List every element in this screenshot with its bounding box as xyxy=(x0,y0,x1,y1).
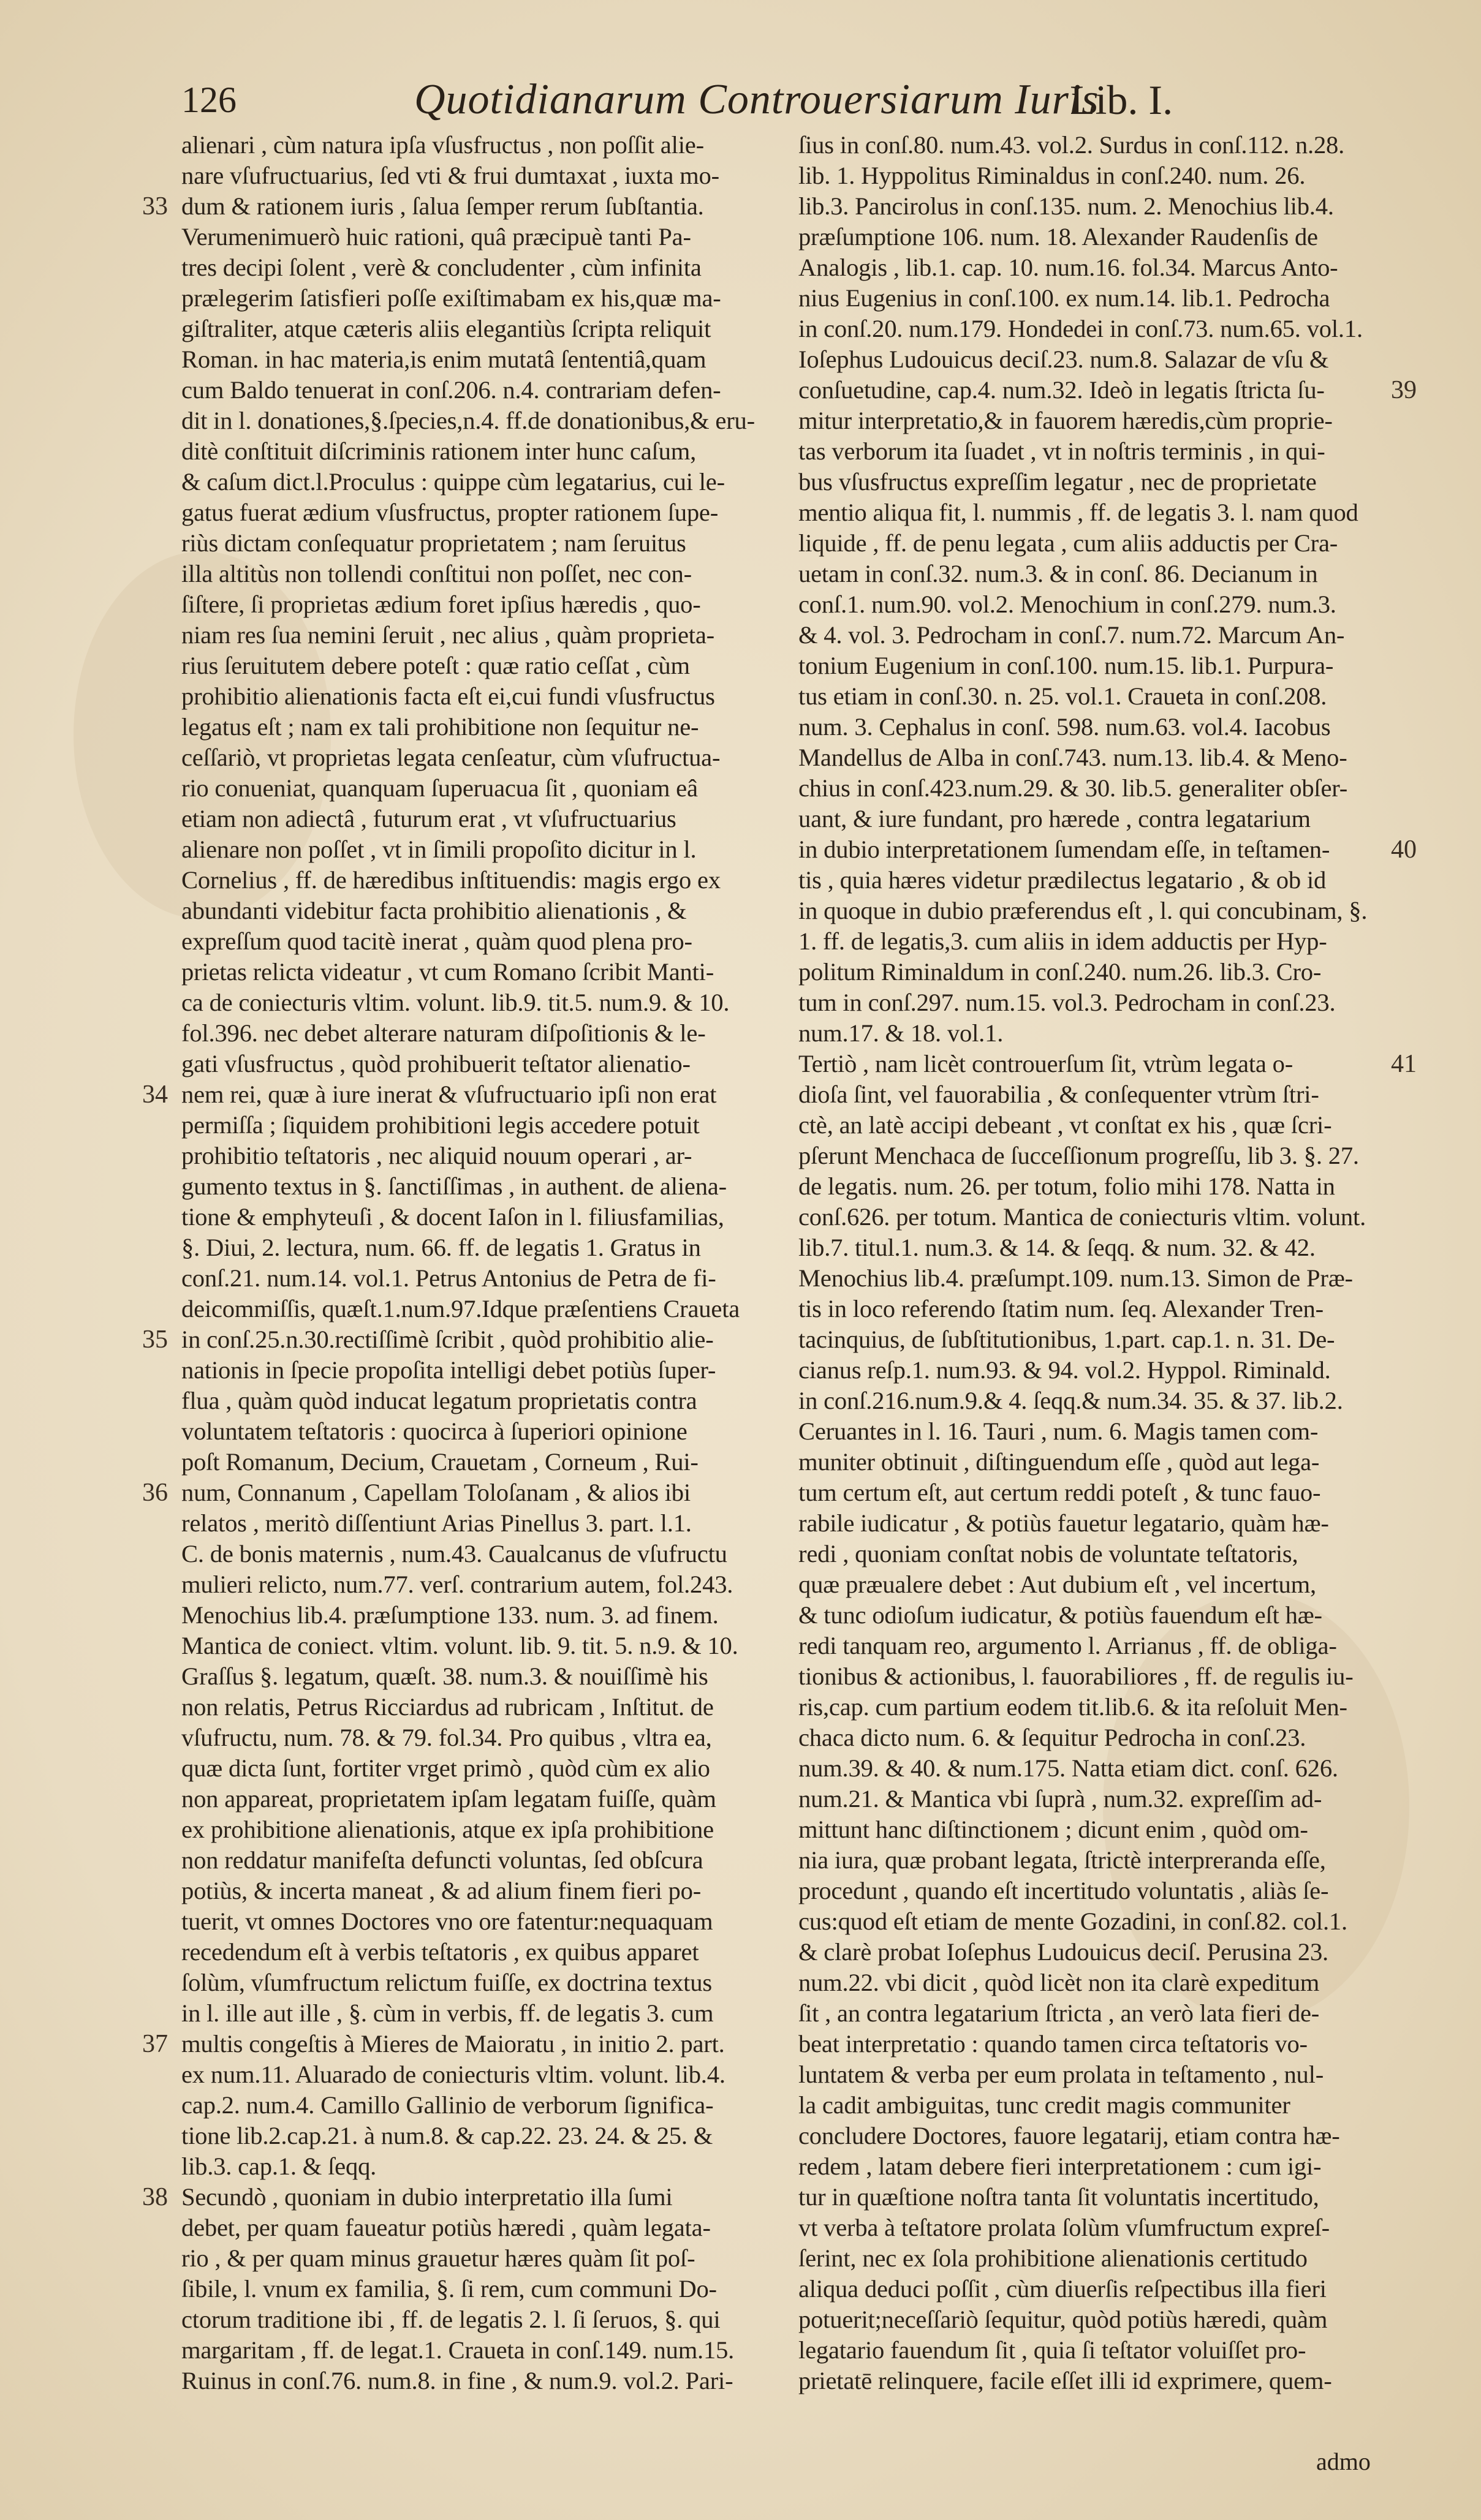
text-line: ſit , an contra legatarium ſtricta , an verò lata fieri de- xyxy=(798,1999,1320,2027)
text-line: num. 3. Cephalus in conſ. 598. num.63. vol.4. Iacobus xyxy=(798,713,1331,741)
text-line: redem , latam debere fieri interpretationem : cum igi- xyxy=(798,2152,1322,2180)
text-line: nem rei, quæ à iure inerat & vſufructuario ipſi non erat xyxy=(181,1081,717,1108)
margin-number-34: 34 xyxy=(142,1081,168,1109)
right-text-column xyxy=(798,130,1374,2396)
text-line: ca de coniecturis vltim. volunt. lib.9. tit.5. num.9. & 10. xyxy=(181,989,730,1016)
text-line: Ioſephus Ludouicus deciſ.23. num.8. Salazar de vſu & xyxy=(798,345,1329,373)
text-line: conſ.21. num.14. vol.1. Petrus Antonius de Petra de fi- xyxy=(181,1264,716,1292)
margin-number-37: 37 xyxy=(142,2030,168,2058)
text-line: tonium Eugenium in conſ.100. num.15. lib.1. Purpura- xyxy=(798,652,1334,679)
text-line: dum & rationem iuris , ſalua ſemper rerum ſubſtantia. xyxy=(181,192,704,220)
text-line: tus etiam in conſ.30. n. 25. vol.1. Craueta in conſ.208. xyxy=(798,682,1327,710)
text-line: fol.396. nec debet alterare naturam diſpoſitionis & le- xyxy=(181,1019,706,1047)
text-line: chius in conſ.423.num.29. & 30. lib.5. generaliter obſer- xyxy=(798,774,1348,802)
text-line: conſ.626. per totum. Mantica de coniecturis vltim. volunt. xyxy=(798,1203,1366,1231)
text-line: prohibitio alienationis facta eſt ei,cui fundi vſusfructus xyxy=(181,682,715,710)
text-line: abundanti videbitur facta prohibitio alienationis , & xyxy=(181,897,687,924)
text-line: potiùs, & incerta maneat , & ad alium finem fieri po- xyxy=(181,1877,702,1904)
text-line: gati vſusfructus , quòd prohibuerit teſtator alienatio- xyxy=(181,1050,691,1077)
text-line: tione & emphyteuſi , & docent Iaſon in l. filiusfamilias, xyxy=(181,1203,724,1231)
text-line: Mantica de coniect. vltim. volunt. lib. 9. tit. 5. n.9. & 10. xyxy=(181,1632,738,1659)
text-line: lib.3. Pancirolus in conſ.135. num. 2. Menochius lib.4. xyxy=(798,192,1334,220)
text-line: permiſſa ; ſiquidem prohibitioni legis accedere potuit xyxy=(181,1111,700,1139)
text-line: bus vſusfructus expreſſim legatur , nec de proprietate xyxy=(798,468,1317,496)
text-line: Graſſus §. legatum, quæſt. 38. num.3. & nouiſſimè his xyxy=(181,1662,708,1690)
text-line: Analogis , lib.1. cap. 10. num.16. fol.34. Marcus Anto- xyxy=(798,254,1338,281)
text-line: multis congeſtis à Mieres de Maioratu , in initio 2. part. xyxy=(181,2030,725,2058)
text-line: quæ dicta ſunt, fortiter vrget primò , quòd cùm ex alio xyxy=(181,1754,710,1782)
text-line: C. de bonis maternis , num.43. Caualcanus de vſufructu xyxy=(181,1540,727,1567)
text-line: tacinquius, de ſubſtitutionibus, 1.part. cap.1. n. 31. De- xyxy=(798,1326,1335,1353)
text-line: in dubio interpretationem ſumendam eſſe, in teſtamen- xyxy=(798,836,1330,863)
text-line: Cornelius , ff. de hæredibus inſtituendis: magis ergo ex xyxy=(181,866,721,894)
text-line: concludere Doctores, fauore legatarij, etiam contra hæ- xyxy=(798,2122,1340,2149)
text-line: liquide , ff. de penu legata , cum aliis adductis per Cra- xyxy=(798,529,1338,557)
text-line: etiam non adiectâ , futurum erat , vt vſufructuarius xyxy=(181,805,676,832)
text-line: nationis in ſpecie propoſita intelligi debet potiùs ſuper- xyxy=(181,1356,716,1384)
text-line: gumento textus in §. ſanctiſſimas , in authent. de aliena- xyxy=(181,1172,727,1200)
text-line: la cadit ambiguitas, tunc credit magis communiter xyxy=(798,2091,1290,2119)
text-line: rius ſeruitutem debere poteſt : quæ ratio ceſſat , cùm xyxy=(181,652,690,679)
text-line: Ruinus in conſ.76. num.8. in fine , & num.9. vol.2. Pari- xyxy=(181,2367,733,2394)
text-line: tres decipi ſolent , verè & concludenter , cùm infinita xyxy=(181,254,702,281)
text-line: rio conueniat, quanquam ſuperuacua ſit , quoniam eâ xyxy=(181,774,698,802)
text-line: ex num.11. Aluarado de coniecturis vltim. volunt. lib.4. xyxy=(181,2061,725,2088)
text-line: ſolùm, vſumfructum relictum fuiſſe, ex doctrina textus xyxy=(181,1969,712,1996)
page-header xyxy=(181,72,1223,127)
text-line: Tertiò , nam licèt controuerſum ſit, vtrùm legata o- xyxy=(798,1050,1294,1077)
left-text-column xyxy=(181,130,770,2396)
text-line: non appareat, proprietatem ipſam legatam fuiſſe, quàm xyxy=(181,1785,716,1813)
text-line: uant, & iure fundant, pro hærede , contra legatarium xyxy=(798,805,1311,832)
text-line: rabile iudicatur , & potiùs fauetur legatario, quàm hæ- xyxy=(798,1509,1329,1537)
text-line: aliqua deduci poſſit , cùm diuerſis reſpectibus illa fieri xyxy=(798,2275,1327,2303)
text-line: tuerit, vt omnes Doctores vno ore fatentur:nequaquam xyxy=(181,1907,713,1935)
text-line: debet, per quam faueatur potiùs hæredi , quàm legata- xyxy=(181,2214,711,2241)
text-line: mentio aliqua fit, l. nummis , ff. de legatis 3. l. nam quod xyxy=(798,499,1358,526)
text-line: expreſſum quod tacitè inerat , quàm quod plena pro- xyxy=(181,927,692,955)
text-line: prohibitio teſtatoris , nec aliquid nouum operari , ar- xyxy=(181,1142,692,1169)
text-line: beat interpretatio : quando tamen circa teſtatoris vo- xyxy=(798,2030,1308,2058)
text-line: alienare non poſſet , vt in ſimili propoſito dicitur in l. xyxy=(181,836,697,863)
text-line: margaritam , ff. de legat.1. Craueta in conſ.149. num.15. xyxy=(181,2336,735,2364)
text-line: muniter obtinuit , diſtinguendum eſſe , quòd aut lega- xyxy=(798,1448,1320,1476)
text-line: ſibile, l. vnum ex familia, §. ſi rem, cum communi Do- xyxy=(181,2275,717,2303)
text-line: Menochius lib.4. præſumpt.109. num.13. Simon de Præ- xyxy=(798,1264,1353,1292)
text-line: alienari , cùm natura ipſa vſusfructus , non poſſit alie- xyxy=(181,131,704,159)
text-line: tum certum eſt, aut certum reddi poteſt , & tunc fauo- xyxy=(798,1479,1321,1506)
text-line: tur in quæſtione noſtra tanta ſit voluntatis incertitudo, xyxy=(798,2183,1319,2211)
text-line: rio , & per quam minus grauetur hæres quàm ſit poſ- xyxy=(181,2244,695,2272)
text-line: in conſ.25.n.30.rectiſſimè ſcribit , quòd prohibitio alie- xyxy=(181,1326,714,1353)
text-line: flua , quàm quòd inducat legatum proprietatis contra xyxy=(181,1387,697,1414)
text-line: cum Baldo tenuerat in conſ.206. n.4. contrariam defen- xyxy=(181,376,721,404)
text-line: tionibus & actionibus, l. fauorabiliores , ff. de regulis iu- xyxy=(798,1662,1354,1690)
margin-number-41: 41 xyxy=(1391,1050,1417,1078)
catchword: admo xyxy=(1316,2448,1371,2475)
text-line: Menochius lib.4. præſumptione 133. num. 3. ad finem. xyxy=(181,1601,719,1629)
text-line: riùs dictam conſequatur proprietatem ; nam ſeruitus xyxy=(181,529,686,557)
text-line: num.22. vbi dicit , quòd licèt non ita clarè expeditum xyxy=(798,1969,1320,1996)
text-line: tum in conſ.297. num.15. vol.3. Pedrocham in conſ.23. xyxy=(798,989,1336,1016)
text-line: Ceruantes in l. 16. Tauri , num. 6. Magis tamen com- xyxy=(798,1417,1319,1445)
text-line: lib.7. titul.1. num.3. & 14. & ſeqq. & num. 32. & 42. xyxy=(798,1234,1316,1261)
text-line: ris,cap. cum partium eodem tit.lib.6. & ita reſoluit Men- xyxy=(798,1693,1347,1721)
text-line: politum Riminaldum in conſ.240. num.26. lib.3. Cro- xyxy=(798,958,1322,986)
text-line: Secundò , quoniam in dubio interpretatio illa ſumi xyxy=(181,2183,673,2211)
text-line: conſuetudine, cap.4. num.32. Ideò in legatis ſtricta ſu- xyxy=(798,376,1325,404)
text-line: uetam in conſ.32. num.3. & in conſ. 86. Decianum in xyxy=(798,560,1318,587)
text-line: num.17. & 18. vol.1. xyxy=(798,1019,1004,1047)
text-line: & caſum dict.l.Proculus : quippe cùm legatarius, cui le- xyxy=(181,468,725,496)
text-line: recedendum eſt à verbis teſtatoris , ex quibus apparet xyxy=(181,1938,699,1966)
text-line: nia iura, quæ probant legata, ſtrictè interpreranda eſſe, xyxy=(798,1846,1326,1874)
text-line: procedunt , quando eſt incertitudo voluntatis , aliàs ſe- xyxy=(798,1877,1329,1904)
text-line: ctè, an latè accipi debeant , vt conſtat ex his , quæ ſcri- xyxy=(798,1111,1332,1139)
text-line: illa altitùs non tollendi conſtitui non poſſet, nec con- xyxy=(181,560,692,587)
margin-number-36: 36 xyxy=(142,1479,168,1507)
text-line: & 4. vol. 3. Pedrocham in conſ.7. num.72. Marcum An- xyxy=(798,621,1345,649)
text-line: tis in loco referendo ſtatim num. ſeq. Alexander Tren- xyxy=(798,1295,1324,1322)
text-line: legatus eſt ; nam ex tali prohibitione non ſequitur ne- xyxy=(181,713,699,741)
text-line: pſerunt Menchaca de ſucceſſionum progreſſu, lib 3. §. 27. xyxy=(798,1142,1359,1169)
text-line: prælegerim ſatisfieri poſſe exiſtimabam ex his,quæ ma- xyxy=(181,284,721,312)
text-line: redi tanquam reo, argumento l. Arrianus , ff. de obliga- xyxy=(798,1632,1337,1659)
margin-number-40: 40 xyxy=(1391,836,1417,864)
margin-number-33: 33 xyxy=(142,192,168,221)
text-line: gatus fuerat ædium vſusfructus, propter rationem ſupe- xyxy=(181,499,719,526)
text-line: luntatem & verba per eum prolata in teſtamento , nul- xyxy=(798,2061,1324,2088)
page-number: 126 xyxy=(181,80,237,120)
text-line: ſius in conſ.80. num.43. vol.2. Surdus in conſ.112. n.28. xyxy=(798,131,1345,159)
text-line: tis , quia hæres videtur prædilectus legatario , & ob id xyxy=(798,866,1327,894)
text-line: ſerint, nec ex ſola prohibitione alienationis certitudo xyxy=(798,2244,1308,2272)
text-line: vſufructu, num. 78. & 79. fol.34. Pro quibus , vltra ea, xyxy=(181,1724,712,1751)
text-line: mitur interpretatio,& in fauorem hæredis,cùm proprie- xyxy=(798,407,1333,434)
text-line: num, Connanum , Capellam Toloſanam , & alios ibi xyxy=(181,1479,691,1506)
text-line: 1. ff. de legatis,3. cum aliis in idem adductis per Hyp- xyxy=(798,927,1327,955)
text-line: cus:quod eſt etiam de mente Gozadini, in conſ.82. col.1. xyxy=(798,1907,1347,1935)
running-title: Quotidianarum Controuersiarum Iuris xyxy=(414,76,1099,123)
margin-number-35: 35 xyxy=(142,1326,168,1354)
text-line: §. Diui, 2. lectura, num. 66. ff. de legatis 1. Gratus in xyxy=(181,1234,701,1261)
text-line: in l. ille aut ille , §. cùm in verbis, ff. de legatis 3. cum xyxy=(181,1999,714,2027)
text-line: in conſ.216.num.9.& 4. ſeqq.& num.34. 35. & 37. lib.2. xyxy=(798,1387,1343,1414)
margin-number-39: 39 xyxy=(1391,376,1417,404)
text-line: nius Eugenius in conſ.100. ex num.14. lib.1. Pedrocha xyxy=(798,284,1330,312)
text-line: chaca dicto num. 6. & ſequitur Pedrocha in conſ.23. xyxy=(798,1724,1306,1751)
text-line: in quoque in dubio præferendus eſt , l. qui concubinam, §. xyxy=(798,897,1368,924)
text-line: ctorum traditione ibi , ff. de legatis 2. l. ſi ſeruos, §. qui xyxy=(181,2306,721,2333)
text-line: non relatis, Petrus Ricciardus ad rubricam , Inſtitut. de xyxy=(181,1693,714,1721)
text-line: prietas relicta videatur , vt cum Romano ſcribit Manti- xyxy=(181,958,714,986)
text-line: nare vſufructuarius, ſed vti & frui dumtaxat , iuxta mo- xyxy=(181,162,719,189)
text-line: & tunc odioſum iudicatur, & potiùs fauendum eſt hæ- xyxy=(798,1601,1322,1629)
text-line: ditè conſtituit diſcriminis rationem inter hunc caſum, xyxy=(181,437,697,465)
book-label: Lib. I. xyxy=(1070,77,1173,123)
text-line: de legatis. num. 26. per totum, folio mihi 178. Natta in xyxy=(798,1172,1335,1200)
text-line: num.39. & 40. & num.175. Natta etiam dict. conſ. 626. xyxy=(798,1754,1338,1782)
text-line: ex prohibitione alienationis, atque ex ipſa prohibitione xyxy=(181,1816,714,1843)
text-line: Verumenimuerò huic rationi, quâ præcipuè tanti Pa- xyxy=(181,223,691,251)
text-line: mittunt hanc diſtinctionem ; dicunt enim , quòd om- xyxy=(798,1816,1308,1843)
text-line: conſ.1. num.90. vol.2. Menochium in conſ.279. num.3. xyxy=(798,590,1336,618)
text-line: deicommiſſis, quæſt.1.num.97.Idque præſentiens Craueta xyxy=(181,1295,740,1322)
text-line: prietatē relinquere, facile eſſet illi id exprimere, quem- xyxy=(798,2367,1332,2394)
text-line: lib. 1. Hyppolitus Riminaldus in conſ.240. num. 26. xyxy=(798,162,1306,189)
text-line: ſiſtere, ſi proprietas ædium foret ipſius hæredis , quo- xyxy=(181,590,701,618)
text-line: legatario fauendum ſit , quia ſi teſtator voluiſſet pro- xyxy=(798,2336,1306,2364)
text-line: niam res ſua nemini ſeruit , nec alius , quàm proprieta- xyxy=(181,621,714,649)
text-line: potuerit;neceſſariò ſequitur, quòd potiùs hæredi, quàm xyxy=(798,2306,1328,2333)
text-line: & clarè probat Ioſephus Ludouicus deciſ. Perusina 23. xyxy=(798,1938,1328,1966)
text-line: Mandellus de Alba in conſ.743. num.13. lib.4. & Meno- xyxy=(798,744,1347,771)
text-line: tas verborum ita ſuadet , vt in noſtris terminis , in qui- xyxy=(798,437,1325,465)
text-line: vt verba à teſtatore prolata ſolùm vſumfructum expreſ- xyxy=(798,2214,1330,2241)
text-line: mulieri relicto, num.77. verſ. contrarium autem, fol.243. xyxy=(181,1571,733,1598)
text-line: num.21. & Mantica vbi ſuprà , num.32. expreſſim ad- xyxy=(798,1785,1322,1813)
text-line: lib.3. cap.1. & ſeqq. xyxy=(181,2152,377,2180)
text-line: tione lib.2.cap.21. à num.8. & cap.22. 23. 24. & 25. & xyxy=(181,2122,713,2149)
text-line: in conſ.20. num.179. Hondedei in conſ.73. num.65. vol.1. xyxy=(798,315,1363,342)
text-line: voluntatem teſtatoris : quocirca à ſuperiori opinione xyxy=(181,1417,687,1445)
text-line: dioſa ſint, vel fauorabilia , & conſequenter vtrùm ſtri- xyxy=(798,1081,1319,1108)
margin-number-38: 38 xyxy=(142,2183,168,2211)
text-line: giſtraliter, atque cæteris aliis elegantiùs ſcripta reliquit xyxy=(181,315,711,342)
text-line: cianus reſp.1. num.93. & 94. vol.2. Hyppol. Riminald. xyxy=(798,1356,1331,1384)
text-line: non reddatur manifeſta defuncti voluntas, ſed obſcura xyxy=(181,1846,703,1874)
text-line: poſt Romanum, Decium, Crauetam , Corneum , Rui- xyxy=(181,1448,699,1476)
text-line: cap.2. num.4. Camillo Gallinio de verborum ſignifica- xyxy=(181,2091,714,2119)
text-line: Roman. in hac materia,is enim mutatâ ſententiâ,quam xyxy=(181,345,706,373)
text-line: quæ præualere debet : Aut dubium eſt , vel incertum, xyxy=(798,1571,1316,1598)
text-line: redi , quoniam conſtat nobis de voluntate teſtatoris, xyxy=(798,1540,1298,1567)
text-line: dit in l. donationes,§.ſpecies,n.4. ff.de donationibus,& eru- xyxy=(181,407,755,434)
text-line: relatos , meritò diſſentiunt Arias Pinellus 3. part. l.1. xyxy=(181,1509,692,1537)
text-line: ceſſariò, vt proprietas legata cenſeatur, cùm vſufructua- xyxy=(181,744,721,771)
text-line: præſumptione 106. num. 18. Alexander Raudenſis de xyxy=(798,223,1318,251)
